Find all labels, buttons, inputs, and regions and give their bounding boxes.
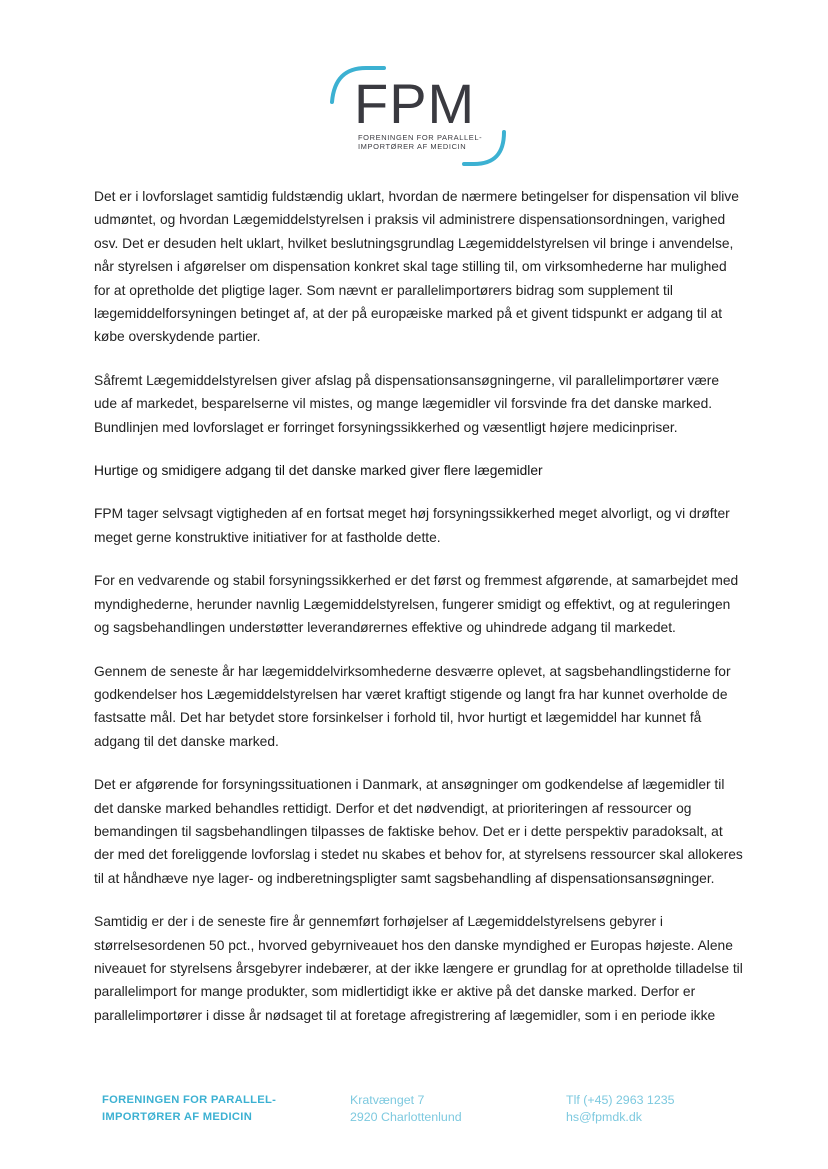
footer-org-line1: FORENINGEN FOR PARALLEL- bbox=[102, 1094, 277, 1106]
footer-address-line2: 2920 Charlottenlund bbox=[350, 1110, 462, 1124]
paragraph: Såfremt Lægemiddelstyrelsen giver afslag på dispensationsansøgningerne, vil parallelimportører være ude af markedet, besparelserne vil mistes, og mange lægemidler vil forsvinde fra det danske marked. Bundlinjen med lovforslaget er forringet forsyningssikkerhed og væsentligt højere medicinpriser. bbox=[94, 372, 719, 435]
paragraph: Det er i lovforslaget samtidig fuldstændig uklart, hvordan de nærmere betingelser for dispensation vil blive udmøntet, og hvordan Lægemiddelstyrelsen i praksis vil administrere dispensationsordningen, varighed osv. Det er desuden helt uklart, hvilket beslutningsgrundlag Lægemiddelstyrelsen vil bringe i anvendelse, når styrelsen i afgørelser om dispensation konkret skal tage stilling til, om virksomhederne har mulighed for at opretholde det pligtige lager. Som nævnt er parallelimportørers bidrag som supplement til lægemiddelforsyningen betinget af, at der på europæiske marked på et givent tidspunkt er adgang til at købe overskydende partier. bbox=[94, 189, 739, 345]
logo-tagline-line1: FORENINGEN FOR PARALLEL- bbox=[358, 133, 483, 142]
footer-org-name bbox=[102, 1092, 276, 1126]
footer-contact bbox=[566, 1092, 675, 1126]
fpm-logo bbox=[326, 64, 508, 168]
footer-address-line1: Kratvænget 7 bbox=[350, 1093, 425, 1107]
page-footer bbox=[0, 1089, 828, 1139]
paragraph: For en vedvarende og stabil forsyningssikkerhed er det først og fremmest afgørende, at samarbejdet med myndighederne, herunder navnlig Lægemiddelstyrelsen, fungerer smidigt og effektivt, og at reguleringen og sagsbehandlingen understøtter leverandørernes effektive og uhindrede adgang til markedet. bbox=[94, 573, 739, 636]
paragraph: Det er afgørende for forsyningssituationen i Danmark, at ansøgninger om godkendelse af lægemidler til det danske marked behandles rettidigt. Derfor et det nødvendigt, at prioriteringen af ressourcer og bemandingen til sagsbehandlingen tilpasses de faktiske behov. Det er i dette perspektiv paradoksalt, at der med det foreliggende lovforslag i stedet nu skabes et behov for, at styrelsens ressourcer skal allokeres til at håndhæve nye lager- og indberetningspligter samt sagsbehandling af dispensationsansøgninger. bbox=[94, 777, 743, 886]
logo-tagline-line2: IMPORTØRER AF MEDICIN bbox=[358, 142, 467, 151]
footer-email-link[interactable]: hs@fpmdk.dk bbox=[566, 1110, 642, 1124]
section-heading: Hurtige og smidigere adgang til det danske marked giver flere lægemidler bbox=[94, 463, 543, 479]
logo-wordmark: FPM bbox=[354, 72, 476, 135]
footer-address bbox=[350, 1092, 462, 1126]
letter-body bbox=[94, 185, 744, 1047]
paragraph: Gennem de seneste år har lægemiddelvirksomhederne desværre oplevet, at sagsbehandlingstiderne for godkendelser hos Lægemiddelstyrelsen har været kraftigt stigende og langt fra har kunnet overholde de fastsatte mål. Det har betydet store forsinkelser i forhold til, hvor hurtigt et lægemiddel har kunnet få adgang til det danske marked. bbox=[94, 663, 731, 749]
paragraph: FPM tager selvsagt vigtigheden af en fortsat meget høj forsyningssikkerhed meget alvorligt, og vi drøfter meget gerne konstruktive initiativer for at fastholde dette. bbox=[94, 506, 730, 545]
logo-tagline bbox=[358, 133, 508, 151]
footer-phone: Tlf (+45) 2963 1235 bbox=[566, 1093, 675, 1107]
footer-org-line2: IMPORTØRER AF MEDICIN bbox=[102, 1111, 253, 1123]
paragraph: Samtidig er der i de seneste fire år gennemført forhøjelser af Lægemiddelstyrelsens gebyrer i størrelsesordenen 50 pct., hvorved gebyrniveauet hos den danske myndighed er Europas højeste. Alene niveauet for styrelsens årsgebyrer indebærer, at der ikke længere er grundlag for at opretholde tilladelse til parallelimport for mange produkter, som midlertidigt ikke er aktive på det danske marked. Derfor er parallelimportører i disse år nødsaget til at foretage afregistrering af lægemidler, som i en periode ikke bbox=[94, 914, 743, 1023]
